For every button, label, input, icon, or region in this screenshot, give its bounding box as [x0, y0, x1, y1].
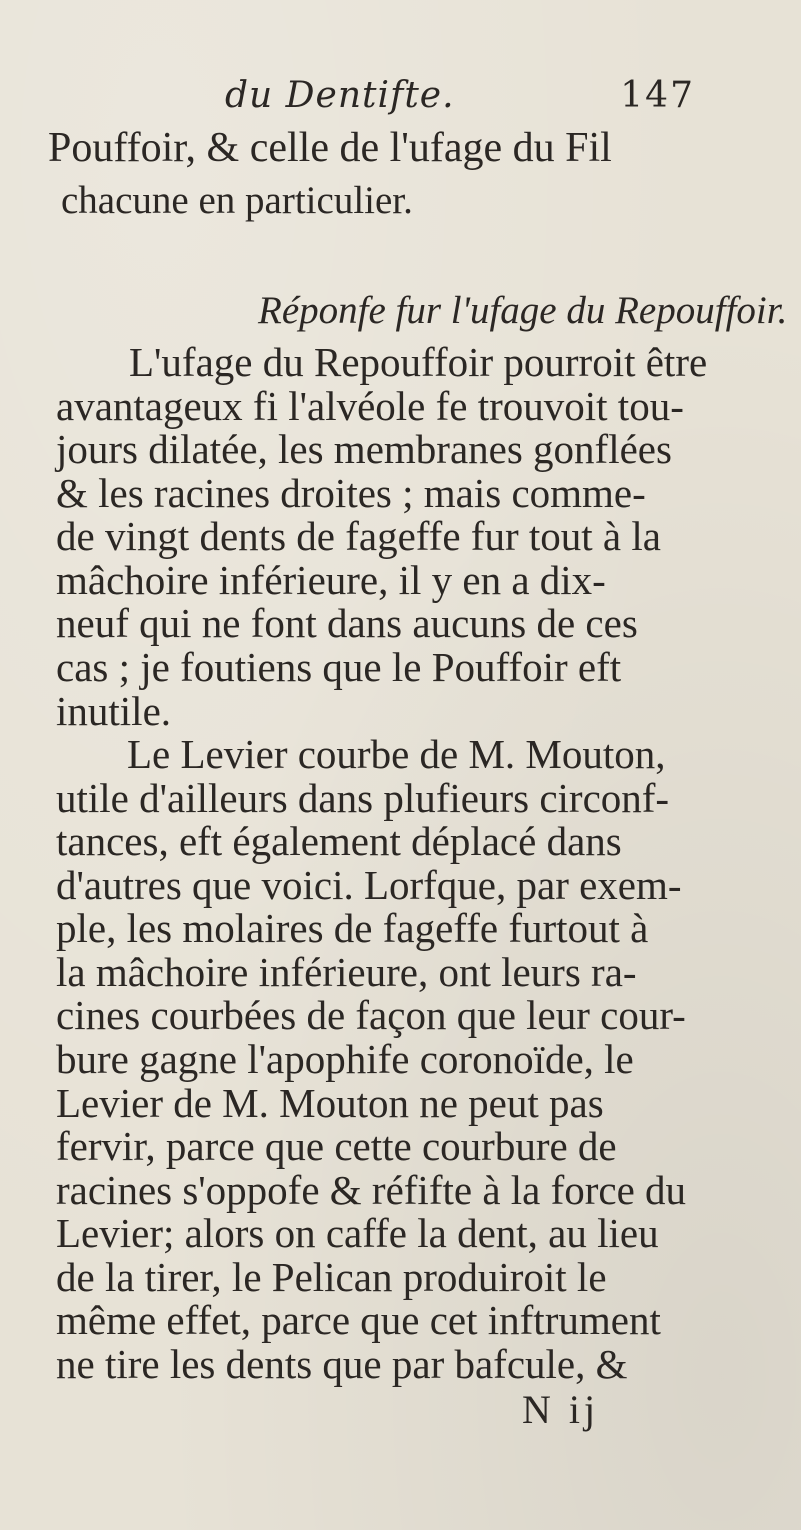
text-line: d'autres que voici. Lorfque, par exem- — [56, 862, 682, 908]
page-header — [225, 72, 695, 120]
text-line: tances, eft également déplacé dans — [56, 818, 622, 864]
text-line: cines courbées de façon que leur cour- — [56, 992, 686, 1038]
text-line: mâchoire inférieure, il y en a dix- — [56, 557, 606, 603]
text-line: de la tirer, le Pelican produiroit le — [56, 1254, 607, 1300]
text-line: cas ; je foutiens que le Pouffoir eft — [56, 644, 622, 690]
text-line: avantageux fi l'alvéole fe trouvoit tou- — [56, 383, 684, 429]
text-line: fervir, parce que cette courbure de — [56, 1123, 617, 1169]
text-line: Pouffoir, & celle de l'ufage du Fil — [48, 125, 612, 171]
text-line: utile d'ailleurs dans plufieurs circonf- — [56, 775, 670, 821]
text-line: ple, les molaires de fageffe furtout à — [56, 905, 649, 951]
text-line: & les racines droites ; mais comme- — [56, 470, 646, 516]
section-heading: Réponfe fur l'ufage du Repouffoir. — [258, 289, 788, 332]
text-line: ne tire les dents que par bafcule, & — [56, 1341, 628, 1387]
text-line: Levier; alors on caffe la dent, au lieu — [56, 1210, 659, 1256]
text-line: la mâchoire inférieure, ont leurs ra- — [56, 949, 637, 995]
text-line: jours dilatée, les membranes gonflées — [56, 426, 672, 472]
text-line: Le Levier courbe de M. Mouton, — [127, 731, 666, 777]
text-line: bure gagne l'apophife coronoïde, le — [56, 1036, 634, 1082]
text-line: neuf qui ne font dans aucuns de ces — [56, 600, 638, 646]
text-line: L'ufage du Repouffoir pourroit être — [129, 339, 708, 385]
signature-mark: N ij — [522, 1387, 600, 1432]
text-line: Levier de M. Mouton ne peut pas — [56, 1080, 604, 1126]
text-line: de vingt dents de fageffe fur tout à la — [56, 513, 661, 559]
text-line: racines s'oppofe & réfifte à la force du — [56, 1167, 687, 1213]
text-line: inutile. — [56, 688, 172, 734]
page-number: 147 — [620, 75, 695, 116]
text-line: chacune en particulier. — [61, 179, 413, 222]
text-line: même effet, parce que cet inftrument — [56, 1297, 661, 1343]
running-title: du Dentifte. — [225, 75, 455, 116]
